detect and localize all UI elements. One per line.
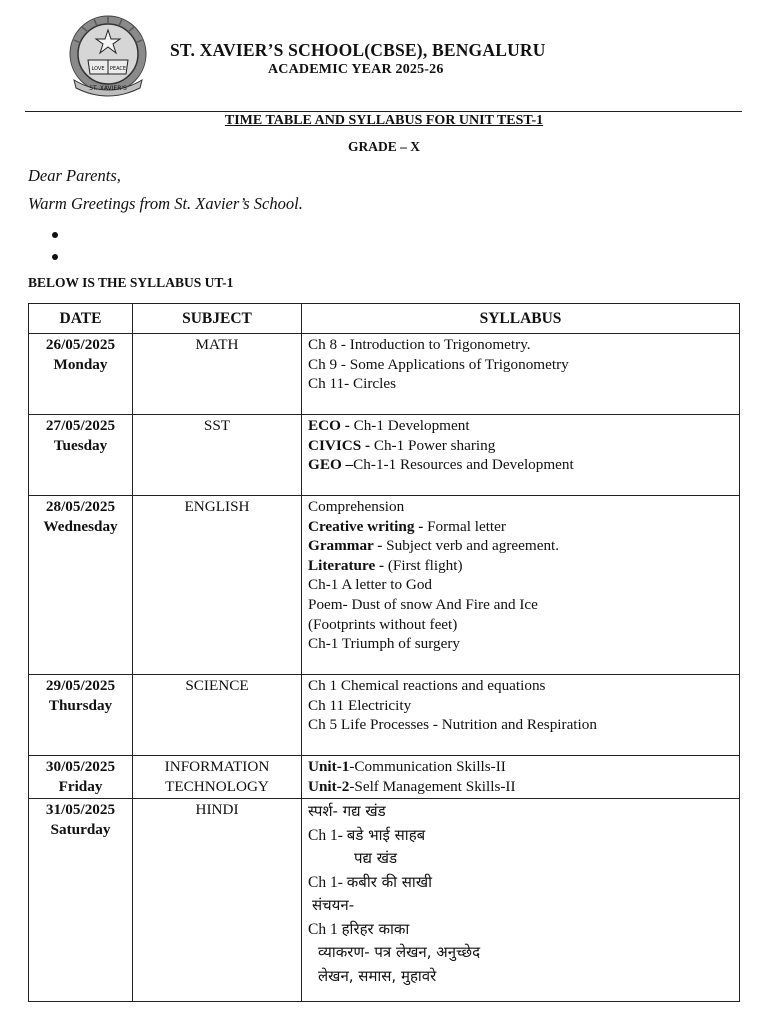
- syllabus-line: (Footprints without feet): [308, 615, 458, 633]
- exam-date: 26/05/2025: [45, 336, 116, 353]
- syllabus-line: Ch-1 A letter to God: [308, 576, 433, 594]
- exam-date: 29/05/2025: [45, 677, 116, 694]
- exam-date: 31/05/2025: [45, 801, 116, 818]
- exam-date: 28/05/2025: [45, 498, 116, 515]
- table-row: [29, 334, 740, 415]
- syllabus-cell: [302, 496, 740, 675]
- subject-cell: [133, 415, 302, 496]
- syllabus-table: [28, 303, 740, 1002]
- column-header-date: DATE: [29, 304, 133, 334]
- logo-motto-right: PEACE: [109, 66, 127, 72]
- syllabus-line: लेखन, समास, मुहावरे: [318, 966, 437, 985]
- syllabus-cell: [302, 799, 740, 1002]
- table-row: [29, 415, 740, 496]
- syllabus-line: Poem- Dust of snow And Fire and Ice: [308, 595, 538, 613]
- subject-name: SST: [203, 417, 231, 434]
- syllabus-line: Ch 9 - Some Applications of Trigonometry: [308, 355, 569, 373]
- logo-motto-left: LOVE: [91, 66, 105, 72]
- syllabus-line: ECO - Ch-1 Development: [308, 417, 470, 434]
- exam-day: Wednesday: [43, 518, 118, 535]
- greeting: Warm Greetings from St. Xavier’s School.: [28, 194, 303, 213]
- subject-name: MATH: [195, 336, 239, 353]
- syllabus-line: स्पर्श- गद्य खंड: [308, 802, 386, 820]
- exam-date: 27/05/2025: [45, 417, 116, 434]
- syllabus-line: Ch 11- Circles: [308, 375, 397, 393]
- school-logo: [60, 14, 156, 98]
- column-header-syllabus: SYLLABUS: [302, 304, 740, 334]
- table-row: [29, 756, 740, 799]
- syllabus-cell: [302, 675, 740, 756]
- syllabus-line: संचयन-: [312, 896, 355, 914]
- date-cell: [29, 496, 133, 675]
- syllabus-line: Ch 1 Chemical reactions and equations: [308, 677, 546, 694]
- subject-name: HINDI: [195, 801, 239, 818]
- syllabus-line: Creative writing - Formal letter: [308, 517, 506, 535]
- subject-cell: [133, 756, 302, 799]
- academic-year: ACADEMIC YEAR 2025-26: [268, 62, 444, 77]
- date-cell: [29, 756, 133, 799]
- syllabus-line: Ch 1- बडे भाई साहब: [308, 825, 426, 844]
- syllabus-line: Ch 5 Life Processes - Nutrition and Respiration: [308, 716, 597, 734]
- school-name: ST. XAVIER’S SCHOOL(CBSE), BENGALURU: [170, 40, 546, 60]
- syllabus-line: CIVICS - Ch-1 Power sharing: [308, 436, 496, 454]
- syllabus-heading: BELOW IS THE SYLLABUS UT-1: [28, 275, 234, 290]
- subject-name: ENGLISH: [184, 498, 250, 515]
- subject-cell: [133, 799, 302, 1002]
- document-title: TIME TABLE AND SYLLABUS FOR UNIT TEST-1: [224, 113, 544, 128]
- exam-date: 30/05/2025: [45, 758, 116, 775]
- subject-cell: [133, 675, 302, 756]
- date-cell: [29, 334, 133, 415]
- syllabus-line: Ch 1 हरिहर काका: [308, 919, 410, 938]
- date-cell: [29, 675, 133, 756]
- syllabus-line: Comprehension: [308, 498, 405, 515]
- subject-cell: [133, 496, 302, 675]
- syllabus-line: व्याकरण- पत्र लेखन, अनुच्छेद: [318, 943, 481, 961]
- exam-day: Monday: [53, 356, 108, 373]
- date-cell: [29, 415, 133, 496]
- date-cell: [29, 799, 133, 1002]
- syllabus-line: Grammar - Subject verb and agreement.: [308, 537, 560, 555]
- exam-day: Tuesday: [53, 437, 108, 454]
- subject-name: INFORMATION: [164, 758, 270, 775]
- table-row: [29, 675, 740, 756]
- salutation: Dear Parents,: [28, 166, 121, 185]
- subject-cell: [133, 334, 302, 415]
- syllabus-line: Ch 1- कबीर की साखी: [308, 872, 432, 891]
- exam-day: Friday: [58, 778, 103, 795]
- syllabus-line: Ch 11 Electricity: [308, 696, 412, 714]
- grade-label: GRADE – X: [347, 139, 420, 154]
- table-row: [29, 496, 740, 675]
- syllabus-line: Literature - (First flight): [308, 556, 463, 574]
- syllabus-line: Unit-2-Self Management Skills-II: [308, 777, 516, 795]
- logo-banner-text: ST. XAVIER'S: [89, 85, 127, 92]
- syllabus-cell: [302, 756, 740, 799]
- syllabus-line: Unit-1-Communication Skills-II: [308, 758, 506, 775]
- table-header-row: [29, 304, 740, 334]
- subject-name: SCIENCE: [185, 677, 249, 694]
- syllabus-cell: [302, 334, 740, 415]
- column-header-subject: SUBJECT: [133, 304, 302, 334]
- syllabus-line: Ch 8 - Introduction to Trigonometry.: [308, 336, 531, 353]
- syllabus-cell: [302, 415, 740, 496]
- exam-day: Thursday: [48, 697, 113, 714]
- table-row: [29, 799, 740, 1002]
- header-divider: [25, 111, 742, 112]
- syllabus-line: GEO –Ch-1-1 Resources and Development: [308, 456, 574, 474]
- syllabus-line: Ch-1 Triumph of surgery: [308, 635, 461, 653]
- exam-day: Saturday: [50, 821, 111, 838]
- subject-name: TECHNOLOGY: [165, 778, 269, 795]
- syllabus-line: पद्य खंड: [354, 849, 398, 867]
